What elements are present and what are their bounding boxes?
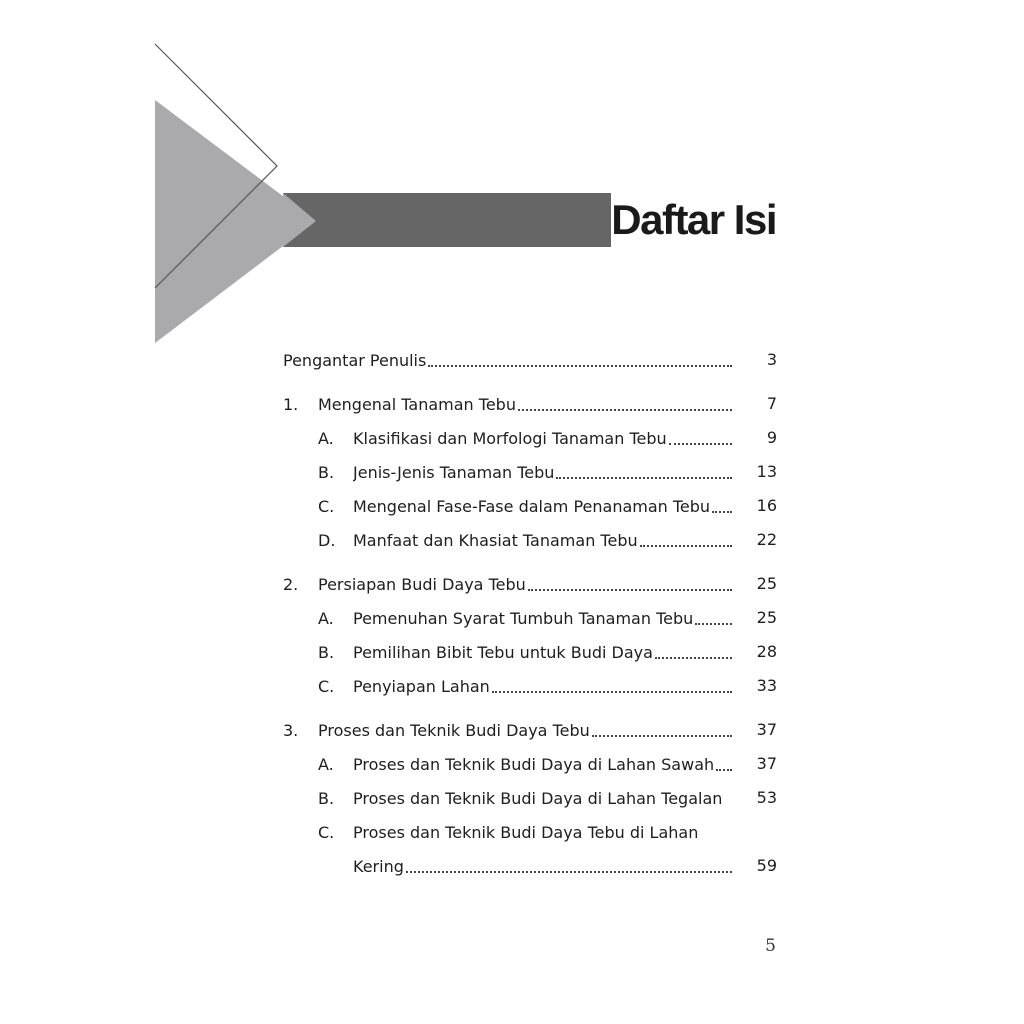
leader-dots <box>556 475 732 479</box>
toc-section-2a[interactable] <box>283 601 777 635</box>
toc-entry-preface[interactable] <box>283 343 732 377</box>
leader-dots <box>669 441 732 445</box>
table-of-contents <box>283 343 777 883</box>
chapter-title: Persiapan Budi Daya Tebu <box>318 574 526 594</box>
toc-page-number: 16 <box>756 496 777 515</box>
section-title: Penyiapan Lahan <box>353 676 490 696</box>
section-title: Manfaat dan Khasiat Tanaman Tebu <box>353 530 638 550</box>
section-letter: A. <box>318 428 334 448</box>
toc-page-number: 13 <box>756 462 777 481</box>
toc-entry-title <box>353 677 732 696</box>
section-letter: B. <box>318 642 335 662</box>
toc-entry-title <box>353 463 732 482</box>
toc-page-number: 28 <box>756 642 777 661</box>
page-folio-number: 5 <box>765 936 776 956</box>
toc-section-3b[interactable] <box>283 781 777 815</box>
toc-page-number: 22 <box>756 530 777 549</box>
toc-entry-title <box>353 497 732 516</box>
toc-entry-title <box>353 755 732 774</box>
toc-section-2b[interactable] <box>283 635 777 669</box>
section-letter: B. <box>318 788 335 808</box>
toc-entry-title <box>353 531 732 550</box>
toc-entry-title <box>353 429 732 448</box>
chapter-number: 2. <box>283 574 299 594</box>
section-title-line-2: Kering <box>353 856 404 876</box>
toc-page-number: 53 <box>756 788 777 807</box>
chapter-number: 3. <box>283 720 299 740</box>
leader-dots <box>712 509 732 513</box>
toc-page-number: 37 <box>756 754 777 773</box>
section-title-line-1: Proses dan Teknik Budi Daya Tebu di Lahan <box>353 822 699 842</box>
toc-entry-title <box>353 823 732 842</box>
toc-entry-title <box>353 789 732 808</box>
section-title: Proses dan Teknik Budi Daya di Lahan Sawah <box>353 754 715 774</box>
section-title: Pemenuhan Syarat Tumbuh Tanaman Tebu <box>353 608 694 628</box>
toc-entry-title <box>353 609 732 628</box>
title-bar <box>283 193 611 247</box>
leader-dots <box>716 767 732 771</box>
section-letter: A. <box>318 608 334 628</box>
toc-chapter-2[interactable] <box>283 567 777 601</box>
toc-page-number: 59 <box>756 856 777 875</box>
section-title: Mengenal Fase-Fase dalam Penanaman Tebu <box>353 496 711 516</box>
section-letter: B. <box>318 462 335 482</box>
toc-page-number: 33 <box>756 676 777 695</box>
section-title: Jenis-Jenis Tanaman Tebu <box>353 462 555 482</box>
toc-page-number: 25 <box>756 574 777 593</box>
chapter-number: 1. <box>283 394 299 414</box>
leader-dots <box>492 689 732 693</box>
toc-entry-title <box>318 395 732 414</box>
header-decoration <box>0 0 1024 400</box>
toc-page-number: 25 <box>756 608 777 627</box>
chapter-title: Proses dan Teknik Budi Daya Tebu <box>318 720 590 740</box>
toc-section-3a[interactable] <box>283 747 777 781</box>
toc-section-2c[interactable] <box>283 669 777 703</box>
toc-section-1d[interactable] <box>283 523 777 557</box>
toc-chapter-3[interactable] <box>283 713 777 747</box>
section-letter: C. <box>318 496 335 516</box>
section-letter: C. <box>318 822 335 842</box>
leader-dots <box>655 655 732 659</box>
leader-dots <box>695 621 732 625</box>
toc-entry-title <box>283 351 732 370</box>
leader-dots <box>406 869 732 873</box>
section-letter: A. <box>318 754 334 774</box>
leader-dots <box>528 587 732 591</box>
page-title: Daftar Isi <box>611 196 776 243</box>
toc-page-number: 7 <box>766 394 777 413</box>
section-title: Proses dan Teknik Budi Daya di Lahan Tegalan <box>353 788 723 808</box>
section-letter: C. <box>318 676 335 696</box>
toc-section-1c[interactable] <box>283 489 777 523</box>
leader-dots <box>592 733 732 737</box>
section-title: Klasifikasi dan Morfologi Tanaman Tebu <box>353 428 667 448</box>
toc-section-3c-continued[interactable] <box>283 849 777 883</box>
toc-section-1a[interactable] <box>283 421 777 455</box>
toc-section-1b[interactable] <box>283 455 777 489</box>
toc-entry-label: Pengantar Penulis <box>283 350 427 370</box>
toc-page-number: 3 <box>766 350 777 369</box>
section-letter: D. <box>318 530 336 550</box>
toc-page-number: 37 <box>756 720 777 739</box>
leader-dots <box>428 363 732 367</box>
leader-dots <box>518 407 732 411</box>
toc-page-number: 9 <box>766 428 777 447</box>
toc-entry-title <box>353 643 732 662</box>
toc-chapter-1[interactable] <box>283 387 777 421</box>
toc-entry-title <box>353 857 732 876</box>
toc-entry-title <box>318 721 732 740</box>
toc-section-3c[interactable] <box>283 815 777 849</box>
leader-dots <box>640 543 732 547</box>
section-title: Pemilihan Bibit Tebu untuk Budi Daya <box>353 642 653 662</box>
toc-entry-title <box>318 575 732 594</box>
chapter-title: Mengenal Tanaman Tebu <box>318 394 516 414</box>
